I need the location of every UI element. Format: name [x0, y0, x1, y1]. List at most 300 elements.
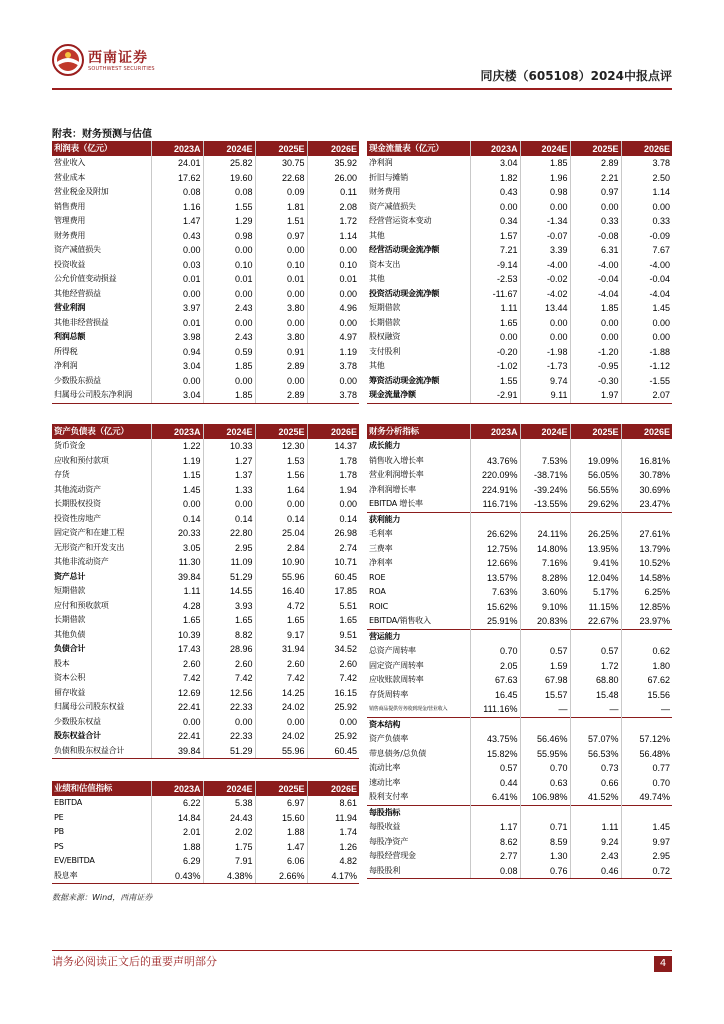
- table-cell: 26.25%: [570, 527, 621, 542]
- table-cell: 3.80: [255, 301, 307, 316]
- table-row: [367, 388, 672, 403]
- year-header: 2024E: [203, 424, 255, 439]
- table-row: [367, 556, 672, 571]
- table-cell: 0.01: [151, 316, 203, 331]
- table-cell: 14.25: [255, 686, 307, 701]
- table-cell: 0.43: [470, 185, 520, 200]
- table-row: [52, 854, 359, 869]
- table-cell: 15.82%: [470, 747, 520, 762]
- year-header: 2023A: [151, 424, 203, 439]
- table-row: [52, 700, 359, 715]
- table-cell: 9.51: [307, 628, 359, 643]
- row-label: PB: [54, 827, 64, 837]
- table-row: [52, 497, 359, 512]
- table-row: [52, 869, 359, 884]
- table-cell: 19.09%: [570, 454, 621, 469]
- table-cell: [470, 717, 520, 732]
- table-row: [367, 454, 672, 469]
- table-cell: 1.85: [570, 301, 621, 316]
- row-label: 其他负债: [54, 629, 86, 639]
- table-cell: 4.72: [255, 599, 307, 614]
- row-label: 短期借款: [54, 586, 86, 596]
- row-label: 营业成本: [54, 172, 86, 182]
- table-cell: 11.15%: [570, 600, 621, 615]
- table-cell: 0.00: [151, 497, 203, 512]
- table-cell: 56.05%: [570, 468, 621, 483]
- table-cell: 9.41%: [570, 556, 621, 571]
- table-title: 财务分析指标: [367, 424, 470, 439]
- table-cell: 51.29: [203, 744, 255, 759]
- year-header: 2026E: [307, 781, 359, 796]
- year-header: 2025E: [570, 424, 621, 439]
- table-row: [52, 526, 359, 541]
- row-label: 折旧与摊销: [369, 172, 408, 182]
- table-cell: 0.00: [307, 287, 359, 302]
- table-row: [367, 864, 672, 879]
- table-cell: 4.38%: [203, 869, 255, 884]
- row-label: 资本结构: [367, 717, 470, 732]
- table-cell: 57.07%: [570, 732, 621, 747]
- row-label: 股息率: [52, 869, 151, 884]
- row-label: 无形资产和开发支出: [54, 542, 125, 552]
- year-header: 2025E: [255, 141, 307, 156]
- table-cell: 0.00: [151, 374, 203, 389]
- table-cell: -0.04: [570, 272, 621, 287]
- table-cell: 1.16: [151, 200, 203, 215]
- table-cell: 0.00: [520, 330, 570, 345]
- table-cell: 1.45: [151, 483, 203, 498]
- table-cell: 22.33: [203, 729, 255, 744]
- table-cell: 0.08: [470, 864, 520, 879]
- table-cell: 10.39: [151, 628, 203, 643]
- disclaimer-text: 请务必阅读正文后的重要声明部分: [52, 955, 217, 968]
- table-cell: -4.04: [570, 287, 621, 302]
- table-cell: 0.70: [520, 761, 570, 776]
- table-cell: 12.30: [255, 439, 307, 454]
- table-cell: -0.02: [520, 272, 570, 287]
- table-cell: 4.96: [307, 301, 359, 316]
- table-cell: 1.65: [151, 613, 203, 628]
- table-row: [52, 229, 359, 244]
- table-cell: 23.47%: [621, 497, 672, 512]
- table-title: 业绩和估值指标: [52, 781, 151, 796]
- table-cell: 1.19: [151, 454, 203, 469]
- table-row: [367, 316, 672, 331]
- table-cell: 7.42: [151, 671, 203, 686]
- table-cell: 34.52: [307, 642, 359, 657]
- table-row: [367, 214, 672, 229]
- table-cell: 1.65: [255, 613, 307, 628]
- table-cell: 15.60: [255, 811, 307, 826]
- row-label: 少数股东权益: [54, 716, 101, 726]
- table-cell: 1.88: [255, 825, 307, 840]
- table-cell: 6.29: [151, 854, 203, 869]
- row-label: 营业收入: [54, 158, 86, 168]
- table-cell: 0.00: [520, 316, 570, 331]
- table-row: [367, 688, 672, 703]
- table-cell: 7.42: [203, 671, 255, 686]
- row-label: 速动比率: [369, 777, 401, 787]
- year-header: 2026E: [307, 141, 359, 156]
- year-header: 2026E: [621, 141, 672, 156]
- table-row: [52, 628, 359, 643]
- table-cell: 11.94: [307, 811, 359, 826]
- table-cell: 1.57: [470, 229, 520, 244]
- row-label: 销售商品提供劳务收到现金/营业收入: [369, 706, 448, 713]
- table-row: [52, 811, 359, 826]
- table-cell: 0.00: [203, 715, 255, 730]
- table-cell: 1.88: [151, 840, 203, 855]
- table-cell: 14.55: [203, 584, 255, 599]
- table-cell: 15.48: [570, 688, 621, 703]
- row-label: 管理费用: [54, 216, 86, 226]
- table-row: [52, 555, 359, 570]
- row-label: 留存收益: [54, 687, 86, 697]
- brand-name-en: SOUTHWEST SECURITIES: [88, 66, 155, 72]
- table-cell: 2.05: [470, 659, 520, 674]
- table-cell: 0.01: [203, 272, 255, 287]
- table-cell: 3.93: [203, 599, 255, 614]
- table-cell: 0.97: [570, 185, 621, 200]
- table-row: [52, 729, 359, 744]
- table-cell: 16.15: [307, 686, 359, 701]
- table-cell: 23.97%: [621, 614, 672, 629]
- table-cell: 1.74: [307, 825, 359, 840]
- financial-analysis-table: [367, 424, 672, 879]
- row-label: 现金流量净额: [367, 388, 470, 403]
- table-row: [52, 156, 359, 171]
- row-label: 少数股东损益: [54, 375, 101, 385]
- table-cell: 1.14: [621, 185, 672, 200]
- year-header: 2024E: [520, 141, 570, 156]
- table-cell: 4.82: [307, 854, 359, 869]
- row-label: 资产减值损失: [54, 245, 101, 255]
- row-label: 营业利润: [54, 303, 86, 313]
- table-row: [367, 243, 672, 258]
- row-label: 财务费用: [369, 187, 401, 197]
- table-cell: 220.09%: [470, 468, 520, 483]
- table-cell: 0.43: [151, 229, 203, 244]
- table-row: [52, 584, 359, 599]
- table-row: [367, 185, 672, 200]
- table-cell: 0.98: [203, 229, 255, 244]
- table-cell: [570, 629, 621, 644]
- year-header: 2023A: [470, 141, 520, 156]
- table-cell: 7.16%: [520, 556, 570, 571]
- table-cell: 8.61: [307, 796, 359, 811]
- table-cell: 11.30: [151, 555, 203, 570]
- row-label: 带息债务/总负债: [369, 748, 427, 758]
- table-cell: -4.02: [520, 287, 570, 302]
- table-cell: 0.00: [203, 374, 255, 389]
- report-title: 同庆楼（605108）2024中报点评: [480, 69, 672, 83]
- table-cell: 15.56: [621, 688, 672, 703]
- table-cell: 0.08: [151, 185, 203, 200]
- table-cell: 25.92: [307, 729, 359, 744]
- table-cell: 2.21: [570, 171, 621, 186]
- table-cell: 30.75: [255, 156, 307, 171]
- table-row: [367, 156, 672, 171]
- row-label: EBITDA/销售收入: [369, 616, 431, 626]
- table-cell: 0.46: [570, 864, 621, 879]
- table-cell: 55.96: [255, 570, 307, 585]
- row-label: 每股股利: [367, 864, 470, 879]
- year-header: 2026E: [621, 424, 672, 439]
- table-cell: [520, 439, 570, 454]
- table-cell: 1.11: [151, 584, 203, 599]
- table-cell: 1.17: [470, 820, 520, 835]
- row-label: 获利能力: [367, 512, 470, 527]
- table-row: [52, 258, 359, 273]
- table-cell: 0.10: [203, 258, 255, 273]
- table-cell: 8.62: [470, 835, 520, 850]
- section-title: 附表：财务预测与估值: [52, 129, 152, 140]
- table-cell: 0.00: [151, 715, 203, 730]
- table-cell: 68.80: [570, 673, 621, 688]
- table-cell: 12.69: [151, 686, 203, 701]
- row-label: 营业利润增长率: [369, 470, 424, 480]
- table-cell: 13.79%: [621, 542, 672, 557]
- table-cell: -0.20: [470, 345, 520, 360]
- table-row: [52, 214, 359, 229]
- table-cell: 10.52%: [621, 556, 672, 571]
- table-cell: [570, 439, 621, 454]
- row-label: 固定资产和在建工程: [54, 528, 125, 538]
- table-cell: -38.71%: [520, 468, 570, 483]
- table-row: [367, 272, 672, 287]
- table-cell: 0.72: [621, 864, 672, 879]
- table-cell: -11.67: [470, 287, 520, 302]
- table-row: [367, 439, 672, 454]
- page-header: [0, 0, 724, 92]
- table-row: [367, 287, 672, 302]
- table-row: [367, 761, 672, 776]
- table-header-row: [52, 424, 359, 439]
- table-cell: 0.00: [570, 330, 621, 345]
- table-cell: 25.82: [203, 156, 255, 171]
- table-cell: 1.29: [203, 214, 255, 229]
- table-cell: 10.90: [255, 555, 307, 570]
- table-row: [367, 835, 672, 850]
- table-cell: 0.44: [470, 776, 520, 791]
- table-cell: 0.57: [470, 761, 520, 776]
- table-row: [52, 316, 359, 331]
- table-row: [367, 359, 672, 374]
- table-cell: 1.72: [570, 659, 621, 674]
- table-cell: 11.09: [203, 555, 255, 570]
- table-cell: 224.91%: [470, 483, 520, 498]
- row-label: 股利支付率: [369, 792, 408, 802]
- table-cell: 1.51: [255, 214, 307, 229]
- row-label: ROA: [369, 587, 386, 597]
- table-cell: 0.10: [255, 258, 307, 273]
- table-cell: 0.00: [307, 316, 359, 331]
- table-cell: 7.91: [203, 854, 255, 869]
- table-cell: 9.97: [621, 835, 672, 850]
- table-cell: 56.48%: [621, 747, 672, 762]
- row-label: ROIC: [369, 601, 389, 611]
- table-cell: 0.00: [255, 715, 307, 730]
- table-row: [367, 629, 672, 644]
- row-label: 资产负债率: [369, 734, 408, 744]
- table-row: [367, 614, 672, 629]
- table-row: [367, 702, 672, 717]
- table-cell: [570, 512, 621, 527]
- year-header: 2023A: [151, 141, 203, 156]
- table-cell: -0.95: [570, 359, 621, 374]
- table-cell: 0.57: [570, 644, 621, 659]
- table-cell: 1.56: [255, 468, 307, 483]
- row-label: 营业税金及附加: [54, 187, 109, 197]
- table-cell: 17.43: [151, 642, 203, 657]
- table-row: [367, 805, 672, 820]
- table-cell: 24.02: [255, 729, 307, 744]
- row-label: 归属母公司股东权益: [54, 702, 125, 712]
- table-cell: -1.88: [621, 345, 672, 360]
- table-cell: -4.00: [520, 258, 570, 273]
- row-label: 投资性房地产: [54, 513, 101, 523]
- table-cell: -0.30: [570, 374, 621, 389]
- row-label: 其他流动资产: [54, 484, 101, 494]
- table-cell: 9.24: [570, 835, 621, 850]
- table-cell: 1.78: [307, 468, 359, 483]
- table-row: [367, 200, 672, 215]
- table-row: [52, 185, 359, 200]
- row-label: 每股净资产: [369, 836, 408, 846]
- table-cell: 1.65: [307, 613, 359, 628]
- table-cell: 17.85: [307, 584, 359, 599]
- table-row: [52, 686, 359, 701]
- header-divider: [52, 88, 672, 90]
- year-header: 2023A: [151, 781, 203, 796]
- table-cell: 1.15: [151, 468, 203, 483]
- row-label: 负债合计: [54, 644, 86, 654]
- table-cell: 9.74: [520, 374, 570, 389]
- year-header: 2024E: [203, 141, 255, 156]
- table-row: [367, 527, 672, 542]
- table-cell: 0.70: [470, 644, 520, 659]
- table-row: [52, 599, 359, 614]
- table-cell: 56.55%: [570, 483, 621, 498]
- table-cell: 4.97: [307, 330, 359, 345]
- table-row: [367, 374, 672, 389]
- table-cell: 1.37: [203, 468, 255, 483]
- table-cell: 0.63: [520, 776, 570, 791]
- table-cell: 13.57%: [470, 571, 520, 586]
- table-cell: 43.76%: [470, 454, 520, 469]
- table-cell: 0.00: [307, 497, 359, 512]
- table-cell: [520, 717, 570, 732]
- table-row: [367, 732, 672, 747]
- table-row: [367, 849, 672, 864]
- table-cell: 1.59: [520, 659, 570, 674]
- table-cell: 39.84: [151, 744, 203, 759]
- table-cell: [621, 512, 672, 527]
- table-row: [367, 497, 672, 512]
- table-cell: -0.04: [621, 272, 672, 287]
- table-cell: 6.97: [255, 796, 307, 811]
- table-cell: 1.72: [307, 214, 359, 229]
- table-cell: 24.43: [203, 811, 255, 826]
- table-cell: 3.98: [151, 330, 203, 345]
- table-cell: 1.78: [307, 454, 359, 469]
- table-cell: -1.02: [470, 359, 520, 374]
- year-header: 2025E: [255, 424, 307, 439]
- row-label: 应收账款周转率: [369, 675, 424, 685]
- year-header: 2024E: [520, 424, 570, 439]
- row-label: 净利率: [369, 558, 393, 568]
- table-cell: 2.77: [470, 849, 520, 864]
- table-cell: [470, 629, 520, 644]
- table-cell: -9.14: [470, 258, 520, 273]
- table-cell: 14.80%: [520, 542, 570, 557]
- table-cell: 19.60: [203, 171, 255, 186]
- table-cell: 28.96: [203, 642, 255, 657]
- year-header: 2023A: [470, 424, 520, 439]
- table-row: [52, 657, 359, 672]
- table-row: [52, 200, 359, 215]
- row-label: 应收和预付款项: [54, 455, 109, 465]
- table-cell: 55.95%: [520, 747, 570, 762]
- table-cell: 15.62%: [470, 600, 520, 615]
- table-cell: 0.14: [255, 512, 307, 527]
- table-cell: 41.52%: [570, 790, 621, 805]
- row-label: ROE: [369, 572, 386, 582]
- cash-flow-table: [367, 141, 672, 404]
- table-cell: 22.41: [151, 729, 203, 744]
- table-cell: 2.95: [203, 541, 255, 556]
- row-label: 经营活动现金流净额: [369, 245, 440, 255]
- row-label: 其他: [369, 274, 385, 284]
- table-cell: [520, 629, 570, 644]
- table-row: [367, 644, 672, 659]
- table-cell: 0.33: [621, 214, 672, 229]
- table-row: [367, 571, 672, 586]
- row-label: 销售收入增长率: [369, 455, 424, 465]
- table-cell: 9.10%: [520, 600, 570, 615]
- table-cell: 2.89: [255, 388, 307, 403]
- table-row: [52, 345, 359, 360]
- table-cell: 17.62: [151, 171, 203, 186]
- table-cell: 0.43%: [151, 869, 203, 884]
- table-cell: 3.39: [520, 243, 570, 258]
- table-cell: 56.53%: [570, 747, 621, 762]
- table-cell: 0.57: [520, 644, 570, 659]
- table-cell: 0.08: [203, 185, 255, 200]
- balance-sheet-table: [52, 424, 359, 759]
- row-label: 其他: [369, 361, 385, 371]
- table-row: [52, 388, 359, 403]
- table-cell: 1.81: [255, 200, 307, 215]
- table-cell: 1.19: [307, 345, 359, 360]
- table-cell: 27.61%: [621, 527, 672, 542]
- table-row: [52, 796, 359, 811]
- table-cell: 0.00: [255, 287, 307, 302]
- table-cell: 3.60%: [520, 585, 570, 600]
- row-label: 每股经营现金: [369, 851, 416, 861]
- table-cell: 0.00: [151, 287, 203, 302]
- table-cell: 10.71: [307, 555, 359, 570]
- table-cell: 13.95%: [570, 542, 621, 557]
- row-label: 净利润增长率: [369, 484, 416, 494]
- table-row: [367, 229, 672, 244]
- table-cell: 0.00: [470, 200, 520, 215]
- table-cell: 67.62: [621, 673, 672, 688]
- table-cell: 1.82: [470, 171, 520, 186]
- table-cell: 60.45: [307, 744, 359, 759]
- table-cell: 0.71: [520, 820, 570, 835]
- table-cell: 6.25%: [621, 585, 672, 600]
